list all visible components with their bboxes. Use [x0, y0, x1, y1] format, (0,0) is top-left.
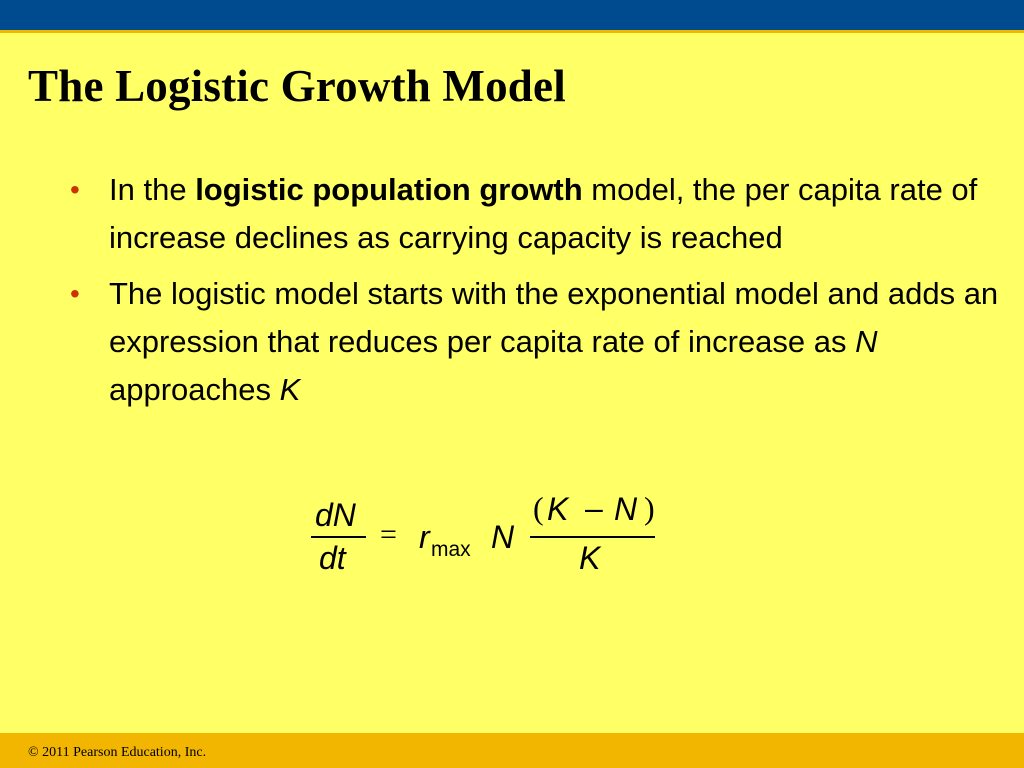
formula-n: N	[491, 519, 515, 555]
bullet-text-bold: logistic population growth	[195, 172, 583, 207]
bullet-marker: •	[70, 278, 80, 309]
formula-close-paren: )	[644, 490, 655, 526]
bullet-text-run: The logistic model starts with the exponential model and adds an expression that reduces per capita rate of increase as	[109, 276, 999, 359]
formula-minus: –	[585, 490, 603, 526]
formula-open-paren: (	[533, 490, 544, 526]
formula-lhs-fraction-bar	[311, 536, 366, 538]
formula-rhs-fraction-bar	[530, 536, 655, 538]
formula-dt: dt	[319, 540, 346, 576]
formula-k: K	[547, 491, 569, 527]
formula-n-inner: N	[614, 491, 638, 527]
bullet-text-run: In the	[109, 172, 196, 207]
formula-dn: dN	[315, 497, 356, 533]
formula-equals: =	[380, 518, 397, 551]
formula-max-subscript: max	[431, 538, 471, 561]
bullet-marker: •	[70, 174, 80, 205]
bullet-text-italic: K	[279, 372, 301, 407]
copyright-text: © 2011 Pearson Education, Inc.	[28, 745, 207, 760]
slide-title: The Logistic Growth Model	[28, 61, 566, 111]
formula-r: r	[419, 519, 430, 555]
formula-k-denominator: K	[579, 540, 601, 576]
bullet-text-run: approaches	[109, 372, 280, 407]
bullet-text-run: model, the per capita rate of increase declines as carrying capacity is reached	[109, 172, 978, 255]
bullet-text-italic: N	[855, 324, 878, 359]
